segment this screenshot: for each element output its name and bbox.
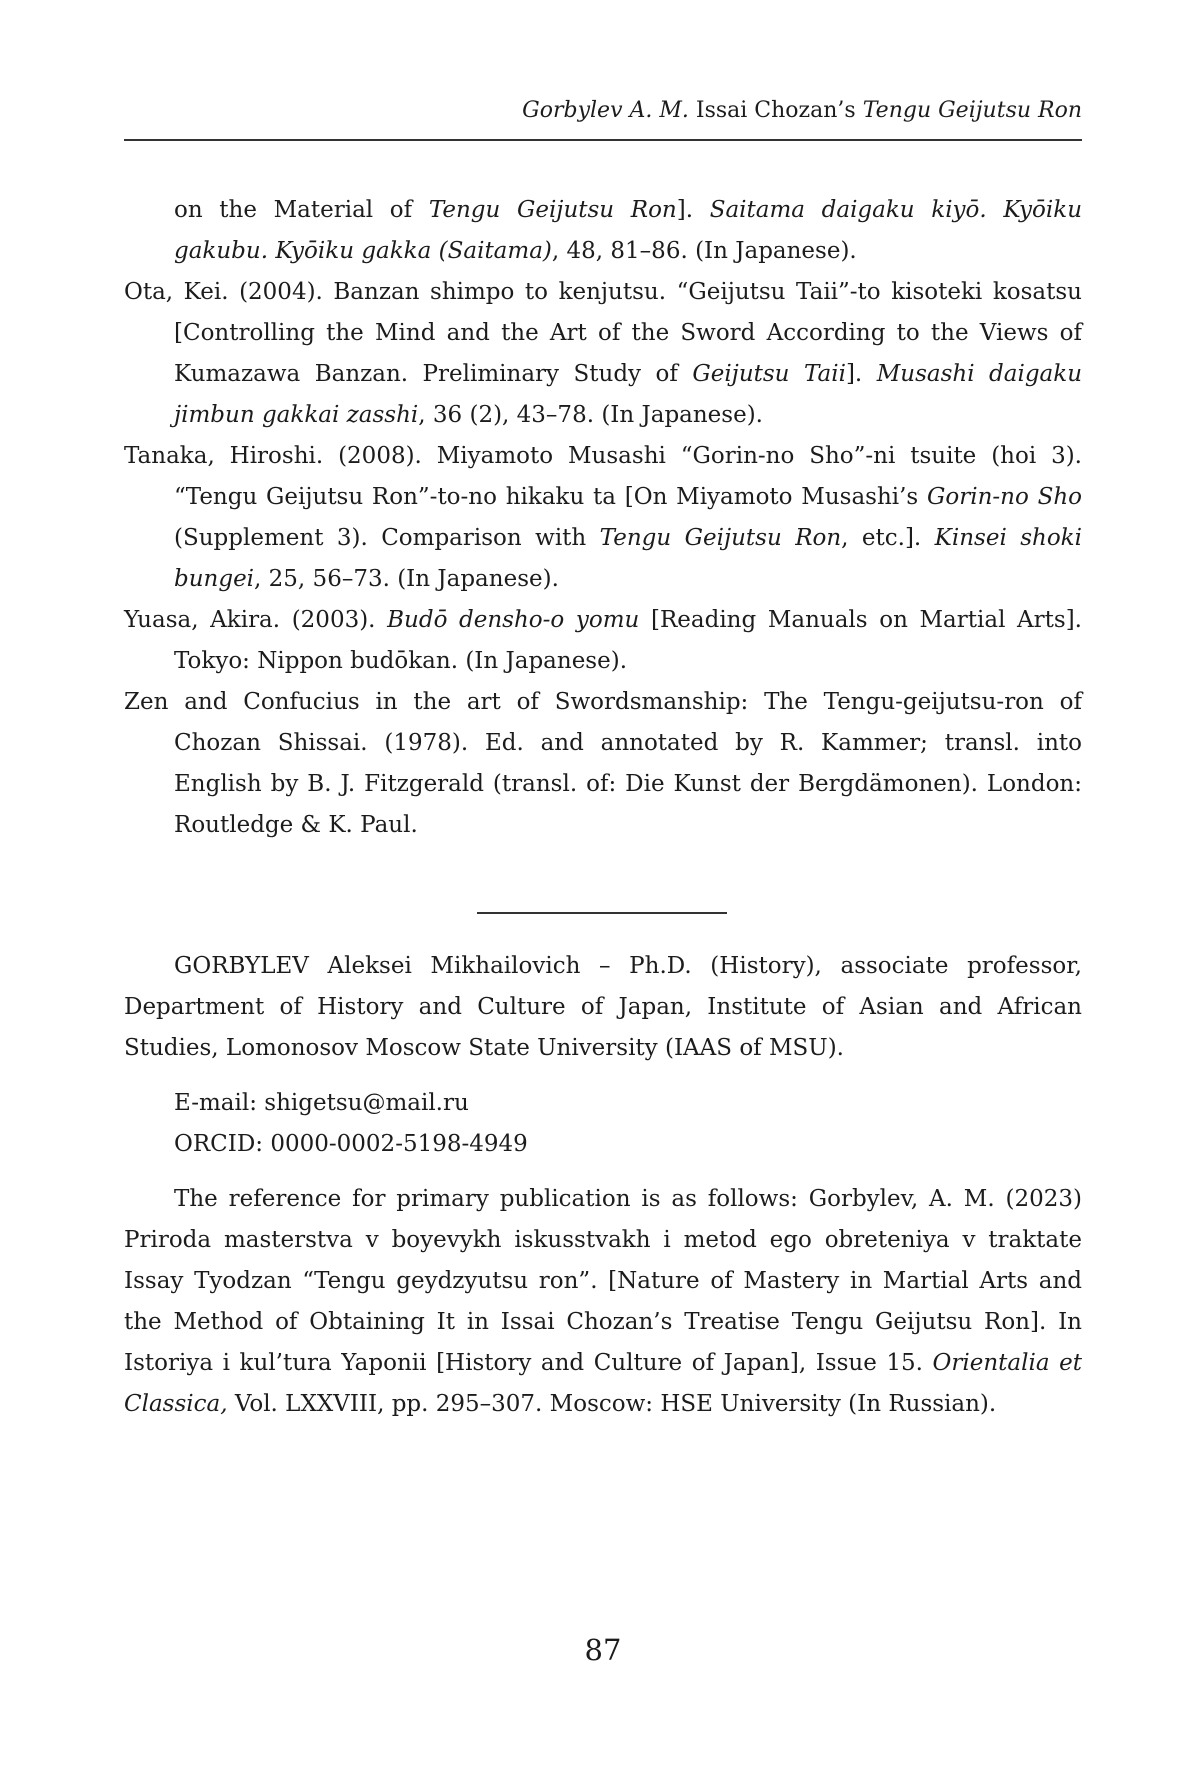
italic-span: Musashi daigaku jimbun gakkai zasshi [174,361,1083,428]
running-head-title: Tengu Geijutsu Ron [862,98,1082,123]
italic-span: Tengu Geijutsu Ron [599,525,842,551]
author-bio: GORBYLEV Aleksei Mikhailovich – Ph.D. (History), associate professor, Department of History and Culture of Japan, Institute of Asian and African Studies, Lomonosov Moscow State University (IAAS of MSU). [124,953,1082,1061]
italic-span: Kinsei shoki bungei [174,525,1082,592]
italic-span: Gorin-no Sho [927,484,1082,510]
reference-entry [124,682,1082,846]
text-span: Zen and Confucius in the art of Swordsmanship: The Tengu-geijutsu-ron of Chozan Shissai. (1978). Ed. and annotated by R. Kammer; transl. into English by B. J. Fitzgerald (transl. of: Die Kunst der Bergdämonen). London: Routledge & K. Paul. [124,689,1082,838]
text-span: The reference for primary publication is as follows: Gorbylev, A. M. (2023) Priroda masterstva v boyevykh iskusstvakh i metod ego obreteniya v traktate Issay Tyodzan “Tengu geydzyutsu ron”. [Nature of Mastery in Martial Arts and the Method of Obtaining It in Issai Chozan’s Treatise Tengu Geijutsu Ron]. In Istoriya i kul’tura Yaponii [History and Culture of Japan], Issue 15. [124,1186,1082,1376]
text-span: Tanaka, Hiroshi. (2008). Miyamoto Musashi “Gorin-no Sho”-ni tsuite (hoi 3). “Tengu Geijutsu Ron”-to-no hikaku ta [On Miyamoto Musashi’s [124,443,1082,510]
orcid-line: ORCID: 0000-0002-5198-4949 [174,1131,528,1157]
primary-publication [124,1179,1082,1425]
reference-list [124,190,1082,846]
text-span: (Supplement 3). Comparison with [174,525,600,551]
reference-entry [124,436,1082,600]
italic-span: Geijutsu Taii [692,361,846,387]
italic-span: Orientalia et Classica, [124,1350,1082,1417]
text-span: ]. [845,361,877,387]
italic-span: Tengu Geijutsu Ron [428,197,677,223]
page-number: 87 [584,1633,622,1667]
italic-span: Saitama daigaku kiyō. Kyōiku gakubu. Kyōiku gakka (Saitama) [174,197,1083,264]
text-span: , 36 (2), 43–78. (In Japanese). [418,402,763,428]
italic-span: Budō densho-o yomu [387,607,640,633]
page [124,0,1082,1780]
running-head-author: Gorbylev A. M. [522,98,689,123]
text-span: on the Material of [174,197,429,223]
section-separator [477,912,727,914]
text-span: , etc.]. [841,525,935,551]
text-span: [Reading Manuals on Martial Arts]. Tokyo: Nippon budōkan. (In Japanese). [174,607,1082,674]
text-span: ]. [676,197,710,223]
text-span: , 48, 81–86. (In Japanese). [551,238,857,264]
reference-entry [124,272,1082,436]
text-span: , 25, 56–73. (In Japanese). [254,566,559,592]
text-span: Ota, Kei. (2004). Banzan shimpo to kenjutsu. “Geijutsu Taii”-to kisoteki kosatsu [Controlling the Mind and the Art of the Sword According to the Views of Kumazawa Banzan. Preliminary Study of [124,279,1082,387]
contact-block [174,1083,1082,1165]
reference-entry [124,600,1082,682]
reference-entry [124,190,1082,272]
header-rule [124,139,1082,141]
running-head [124,96,1082,126]
running-head-text: Issai Chozan’s [688,98,863,123]
text-span: Yuasa, Akira. (2003). [124,607,388,633]
text-span: Vol. LXXVIII, pp. 295–307. Moscow: HSE University (In Russian). [227,1391,997,1417]
email-line: E-mail: shigetsu@mail.ru [174,1090,469,1116]
author-info [124,946,1082,1425]
